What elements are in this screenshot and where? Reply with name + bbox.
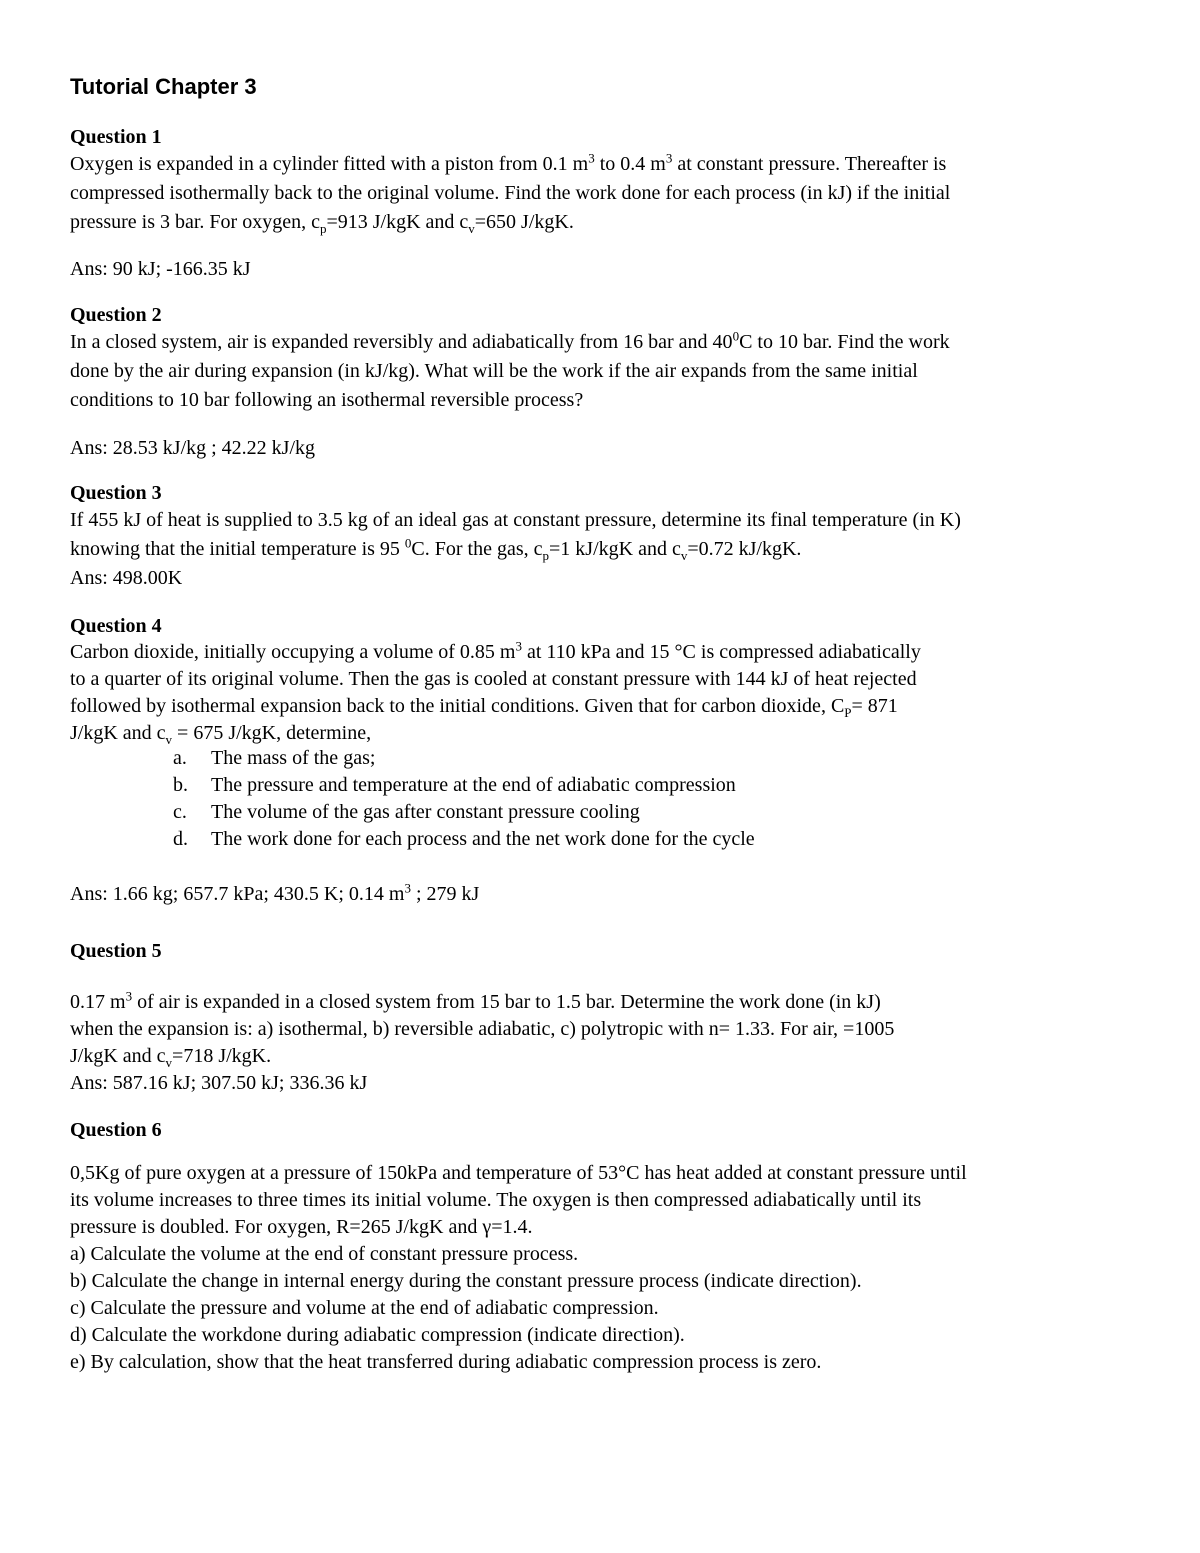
list-item: b) Calculate the change in internal energy during the constant pressure process (indicate direction). — [70, 1270, 862, 1292]
question-1-answer: Ans: 90 kJ; -166.35 kJ — [70, 258, 251, 280]
question-3-text: If 455 kJ of heat is supplied to 3.5 kg of an ideal gas at constant pressure, determine its final temperature (in K) knowing that the initial temperature is 95 $^0$C. For the gas, $c_p=1$ kJ/kgK and $c_v=0.72$ kJ/kgK. Ans: 498.00K — [70, 509, 961, 589]
list-item: c) Calculate the pressure and volume at the end of adiabatic compression. — [70, 1297, 659, 1319]
list-item: b. The pressure and temperature at the end of adiabatic compression — [173, 774, 736, 796]
page-title: Tutorial Chapter 3 — [70, 74, 257, 99]
question-6-heading: Question 6 — [70, 1119, 162, 1141]
question-6 — [70, 1117, 1130, 1143]
question-2-text: In a closed system, air is expanded reversibly and adiabatically from 16 bar and $40^0C$ to 10 bar. Find the work done by the air during expansion (in kJ/kg). What will be the work if the air expands from the same initial conditions to 10 bar following an isothermal reversible process? — [70, 328, 950, 411]
question-3 — [70, 480, 1130, 593]
question-5-text: 0.17 $m^3$ of air is expanded in a closed system from 15 bar to 1.5 bar. Determine the work done (in kJ) when the expansion is: a) isothermal, b) reversible adiabatic, c) polytropic with n= 1.33. For air, =1005 J/kgK and $c_v=718$ J/kgK. Ans: 587.16 kJ; 307.50 kJ; 336.36 kJ — [70, 988, 895, 1094]
question-2-heading: Question 2 — [70, 304, 162, 326]
question-1-text: Oxygen is expanded in a cylinder fitted with a piston from 0.1 $m^3$ to 0.4 $m^3$ at constant pressure. Thereafter is compressed isothermally back to the original volume. Find the work done for each process (in kJ) if the initial pressure is 3 bar. For oxygen, $c_p=913$ J/kgK and $c_v=650$ J/kgK. — [70, 150, 951, 236]
list-item: e) By calculation, show that the heat transferred during adiabatic compression process is zero. — [70, 1351, 822, 1373]
question-5-heading: Question 5 — [70, 940, 162, 962]
question-4-subparts — [173, 745, 1073, 853]
question-3-heading: Question 3 — [70, 482, 162, 504]
question-4-answer: Ans: 1.66 kg; 657.7 kPa; 430.5 K; 0.14 $m^3$ ; 279 kJ — [70, 880, 480, 905]
question-1-heading: Question 1 — [70, 126, 162, 148]
question-6-text: 0,5Kg of pure oxygen at a pressure of 150kPa and temperature of 53°C has heat added at constant pressure until its volume increases to three times its initial volume. The oxygen is then compressed adiabatically until its pressure is doubled. For oxygen, R=265 J/kgK and γ=1.4. a) Calculate the volume at the end of constant pressure process. b) Calculate the change in internal energy during the constant pressure process (indicate direction). c) Calculate the pressure and volume at the end of adiabatic compression. d) Calculate the workdone during adiabatic compression (indicate direction). e) By calculation, show that the heat transferred during adiabatic compression process is zero. — [70, 1162, 967, 1373]
question-2-answer: Ans: 28.53 kJ/kg ; 42.22 kJ/kg — [70, 437, 316, 459]
question-3-answer: Ans: 498.00K — [70, 567, 183, 589]
question-1 — [70, 124, 1130, 237]
list-item: d) Calculate the workdone during adiabatic compression (indicate direction). — [70, 1324, 685, 1346]
list-item: d. The work done for each process and the net work done for the cycle — [173, 828, 755, 850]
list-item: c. The volume of the gas after constant pressure cooling — [173, 801, 640, 823]
question-2 — [70, 302, 1130, 415]
question-4 — [70, 613, 1130, 747]
list-item: a) Calculate the volume at the end of constant pressure process. — [70, 1243, 579, 1265]
question-4-heading: Question 4 — [70, 615, 162, 637]
question-5-answer: Ans: 587.16 kJ; 307.50 kJ; 336.36 kJ — [70, 1072, 368, 1094]
question-5 — [70, 938, 1130, 964]
question-4-text: Carbon dioxide, initially occupying a volume of 0.85 $m^3$ at 110 kPa and 15 °C is compressed adiabatically to a quarter of its original volume. Then the gas is cooled at constant pressure with 144 kJ of heat rejected followed by isothermal expansion back to the initial conditions. Given that for carbon dioxide, $C_P= 871$ J/kgK and $c_v = 675$ J/kgK, determine, — [70, 638, 921, 747]
list-item: a. The mass of the gas; — [173, 747, 376, 769]
